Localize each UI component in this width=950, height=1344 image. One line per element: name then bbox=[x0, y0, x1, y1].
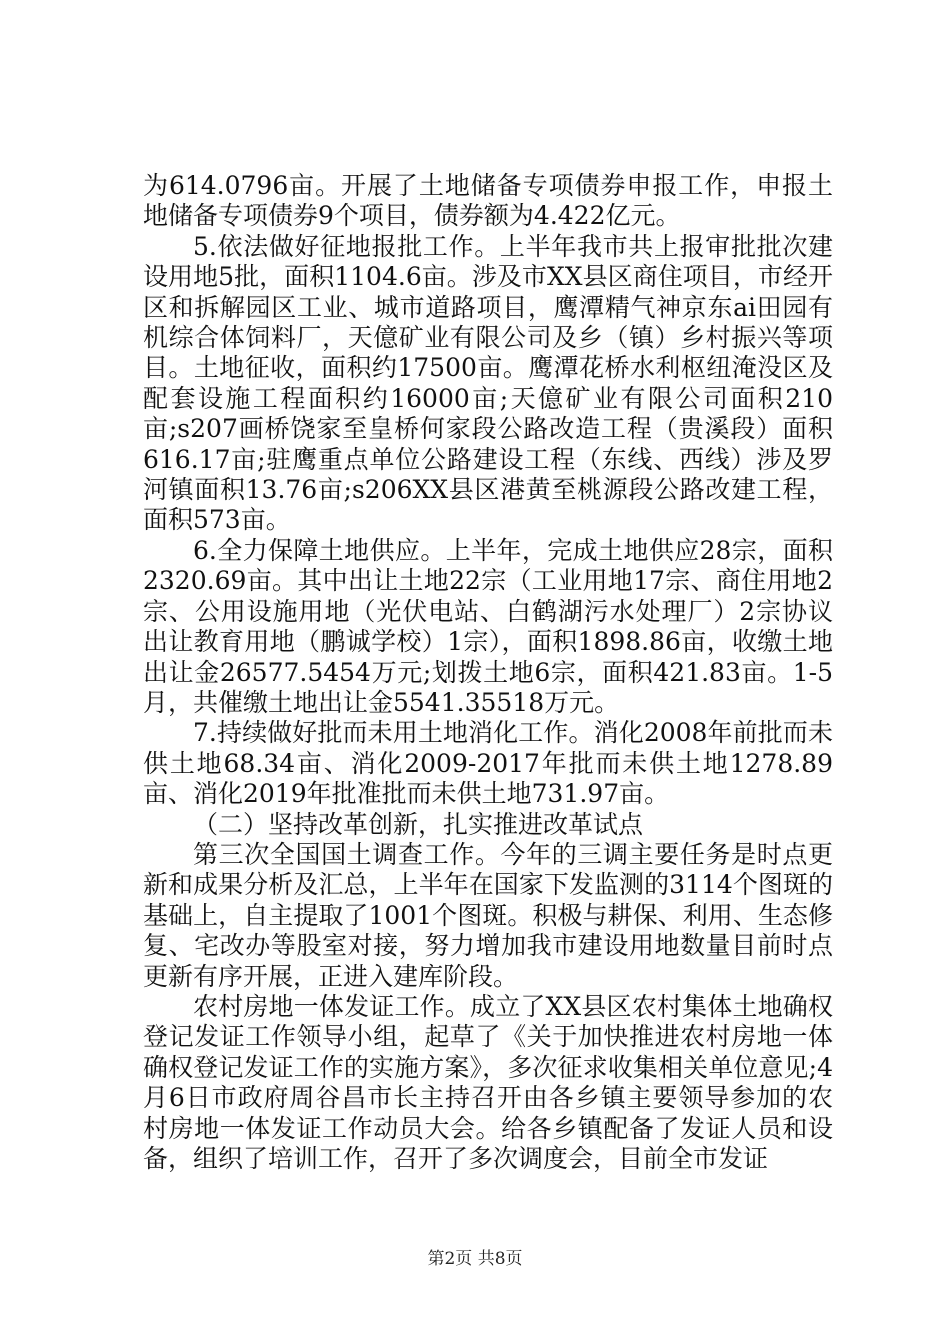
section-heading: （二）坚持改革创新，扎实推进改革试点 bbox=[193, 809, 644, 839]
paragraph-item-7: 7.持续做好批而未用土地消化工作。消化2008年前批而未供土地68.34亩、消化2009-2017年批而未供土地1278.89亩、消化2019年批准批而未供土地731.97亩。 bbox=[143, 718, 833, 809]
document-body bbox=[143, 171, 833, 1174]
page-footer: 第2页 共8页 bbox=[427, 1249, 523, 1269]
paragraph-item-6: 6.全力保障土地供应。上半年，完成土地供应28宗，面积2320.69亩。其中出让土地22宗（工业用地17宗、商住用地2宗、公用设施用地（光伏电站、白鹤湖污水处理厂）2宗协议出让教育用地（鹏诚学校）1宗），面积1898.86亩，收缴土地出让金26577.5454万元;划拨土地6宗，面积421.83亩。1-5月，共催缴土地出让金5541.35518万元。 bbox=[143, 535, 833, 717]
paragraph-land-survey: 第三次全国国土调查工作。今年的三调主要任务是时点更新和成果分析及汇总，上半年在国家下发监测的3114个图斑的基础上，自主提取了1001个图斑。积极与耕保、利用、生态修复、宅改办等股室对接，努力增加我市建设用地数量目前时点更新有序开展，正进入建库阶段。 bbox=[143, 839, 833, 991]
paragraph-continuation: 为614.0796亩。开展了土地储备专项债券申报工作，申报土地储备专项债券9个项目，债券额为4.422亿元。 bbox=[143, 171, 833, 231]
paragraph-item-5: 5.依法做好征地报批工作。上半年我市共上报审批批次建设用地5批，面积1104.6亩。涉及市XX县区商住项目，市经开区和拆解园区工业、城市道路项目，鹰潭精气神京东ai田园有机综合体饲料厂，天億矿业有限公司及乡（镇）乡村振兴等项目。土地征收，面积约17500亩。鹰潭花桥水利枢纽淹没区及配套设施工程面积约16000亩;天億矿业有限公司面积210亩;s207画桥饶家至皇桥何家段公路改造工程（贵溪段）面积616.17亩;驻鹰重点单位公路建设工程（东线、西线）涉及罗河镇面积13.76亩;s206XX县区港黄至桃源段公路改建工程，面积573亩。 bbox=[143, 231, 833, 535]
paragraph-rural-certification: 农村房地一体发证工作。成立了XX县区农村集体土地确权登记发证工作领导小组，起草了《关于加快推进农村房地一体确权登记发证工作的实施方案》，多次征求收集相关单位意见;4月6日市政府周谷昌市长主持召开由各乡镇主要领导参加的农村房地一体发证工作动员大会。给各乡镇配备了发证人员和设备，组织了培训工作，召开了多次调度会，目前全市发证 bbox=[143, 991, 833, 1173]
